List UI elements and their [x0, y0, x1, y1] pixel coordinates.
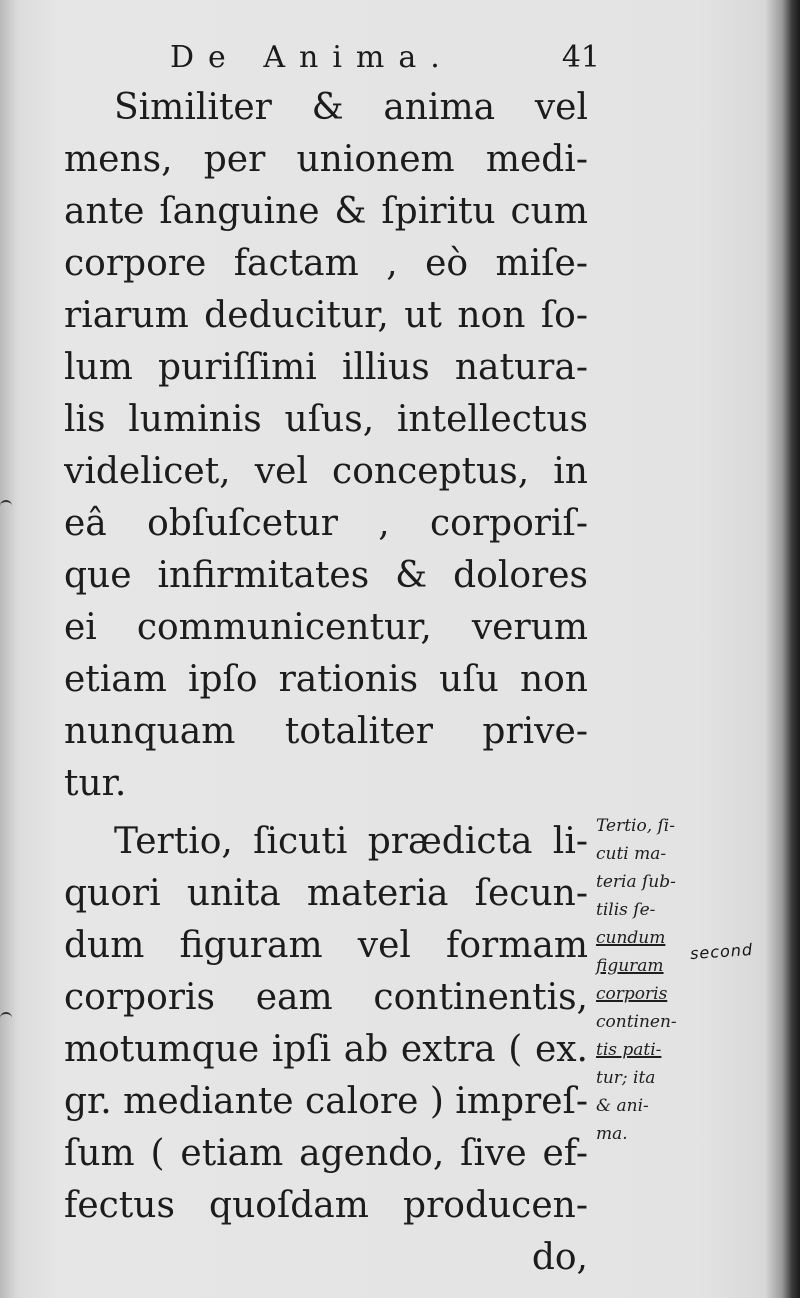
page-number: 41 — [561, 40, 600, 75]
catchword: do, — [531, 1237, 588, 1278]
note-line: corporis — [596, 984, 668, 1004]
note-line: ma. — [596, 1124, 628, 1144]
text-line: motumque ipſi ab extra ( ex. — [64, 1029, 588, 1070]
text-line: fectus quoſdam producen- — [64, 1185, 588, 1226]
text-line: tur. — [64, 763, 127, 804]
running-head — [170, 40, 600, 80]
text-line: gr. mediante calore ) impreſ- — [64, 1081, 588, 1122]
text-line: nunquam totaliter prive- — [64, 711, 588, 752]
note-line: cundum — [596, 928, 666, 948]
note-line: teria ſub- — [596, 872, 676, 892]
handwritten-note: second — [689, 939, 754, 964]
text-line: eâ obſuſcetur , corporiſ- — [64, 503, 588, 544]
text-line: corporis eam continentis, — [64, 977, 588, 1018]
note-line: tis pati- — [596, 1040, 662, 1060]
text-line: riarum deducitur, ut non ſo- — [64, 295, 588, 336]
text-line: lum puriſſimi illius natura- — [64, 347, 588, 388]
text-line: dum figuram vel formam — [64, 925, 588, 966]
text-line: videlicet, vel conceptus, in — [64, 451, 588, 492]
text-line: Similiter & anima vel — [114, 87, 588, 128]
text-line: mens, per unionem medi- — [64, 139, 588, 180]
note-line: continen- — [596, 1012, 677, 1032]
margin-mark — [0, 1012, 12, 1024]
text-line: ante ſanguine & ſpiritu cum — [64, 191, 588, 232]
text-line: ei communicentur, verum — [64, 607, 588, 648]
text-line: Tertio, ſicuti prædicta li- — [114, 821, 588, 862]
note-line: cuti ma- — [596, 844, 667, 864]
margin-mark — [0, 500, 12, 512]
note-line: Tertio, ſi- — [596, 816, 675, 836]
text-line: quori unita materia ſecun- — [64, 873, 588, 914]
text-line: etiam ipſo rationis uſu non — [64, 659, 588, 700]
note-line: & ani- — [596, 1096, 649, 1116]
text-line: ſum ( etiam agendo, ſive ef- — [64, 1133, 588, 1174]
text-line: que infirmitates & dolores — [64, 555, 588, 596]
note-line: tur; ita — [596, 1068, 656, 1088]
note-line: tilis ſe- — [596, 900, 656, 920]
running-title: De Anima. — [170, 40, 454, 75]
text-line: lis luminis uſus, intellectus — [64, 399, 588, 440]
note-line: figuram — [596, 956, 664, 976]
text-line: corpore factam , eò miſe- — [64, 243, 588, 284]
